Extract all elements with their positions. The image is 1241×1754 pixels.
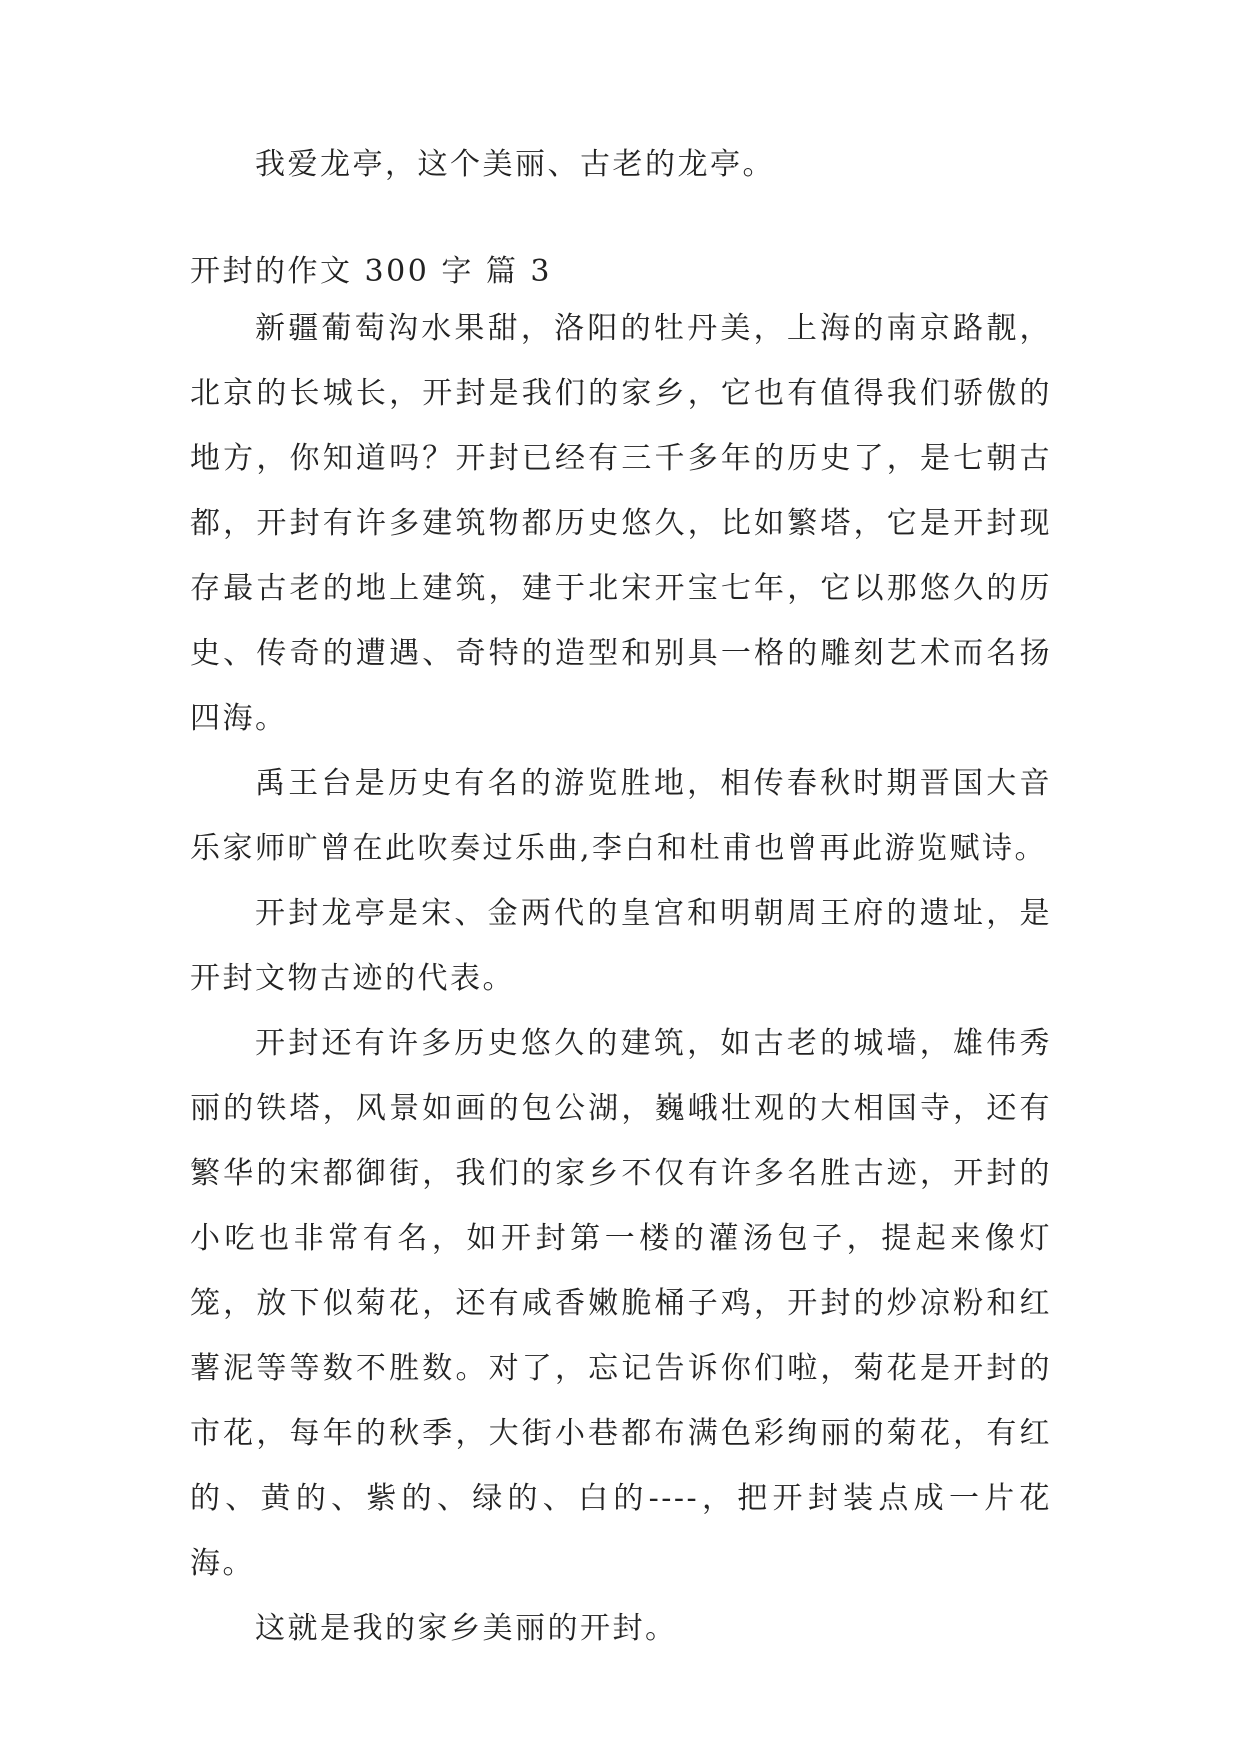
paragraph: 新疆葡萄沟水果甜，洛阳的牡丹美，上海的南京路靓，北京的长城长，开封是我们的家乡，它也有值得我们骄傲的地方，你知道吗？开封已经有三千多年的历史了，是七朝古都，开封有许多建筑物都历史悠久，比如繁塔，它是开封现存最古老的地上建筑，建于北宋开宝七年，它以那悠久的历史、传奇的遭遇、奇特的造型和别具一格的雕刻艺术而名扬四海。: [190, 311, 1052, 736]
paragraph: 禹王台是历史有名的游览胜地，相传春秋时期晋国大音乐家师旷曾在此吹奏过乐曲,李白和杜甫也曾再此游览赋诗。: [190, 766, 1052, 866]
paragraph: 开封还有许多历史悠久的建筑，如古老的城墙，雄伟秀丽的铁塔，风景如画的包公湖，巍峨壮观的大相国寺，还有繁华的宋都御街，我们的家乡不仅有许多名胜古迹，开封的小吃也非常有名，如开封第一楼的灌汤包子，提起来像灯笼，放下似菊花，还有咸香嫩脆桶子鸡，开封的炒凉粉和红薯泥等等数不胜数。对了，忘记告诉你们啦，菊花是开封的市花，每年的秋季，大街小巷都布满色彩绚丽的菊花，有红的、黄的、紫的、绿的、白的----，把开封装点成一片花海。: [190, 1026, 1052, 1581]
paragraph: 这就是我的家乡美丽的开封。: [255, 1611, 678, 1646]
paragraph: 开封龙亭是宋、金两代的皇宫和明朝周王府的遗址，是开封文物古迹的代表。: [190, 896, 1052, 996]
opening-paragraph: 我爱龙亭，这个美丽、古老的龙亭。: [255, 147, 775, 182]
section-heading: 开封的作文 300 字 篇 3: [190, 254, 552, 289]
essay-body: [190, 296, 1052, 1661]
